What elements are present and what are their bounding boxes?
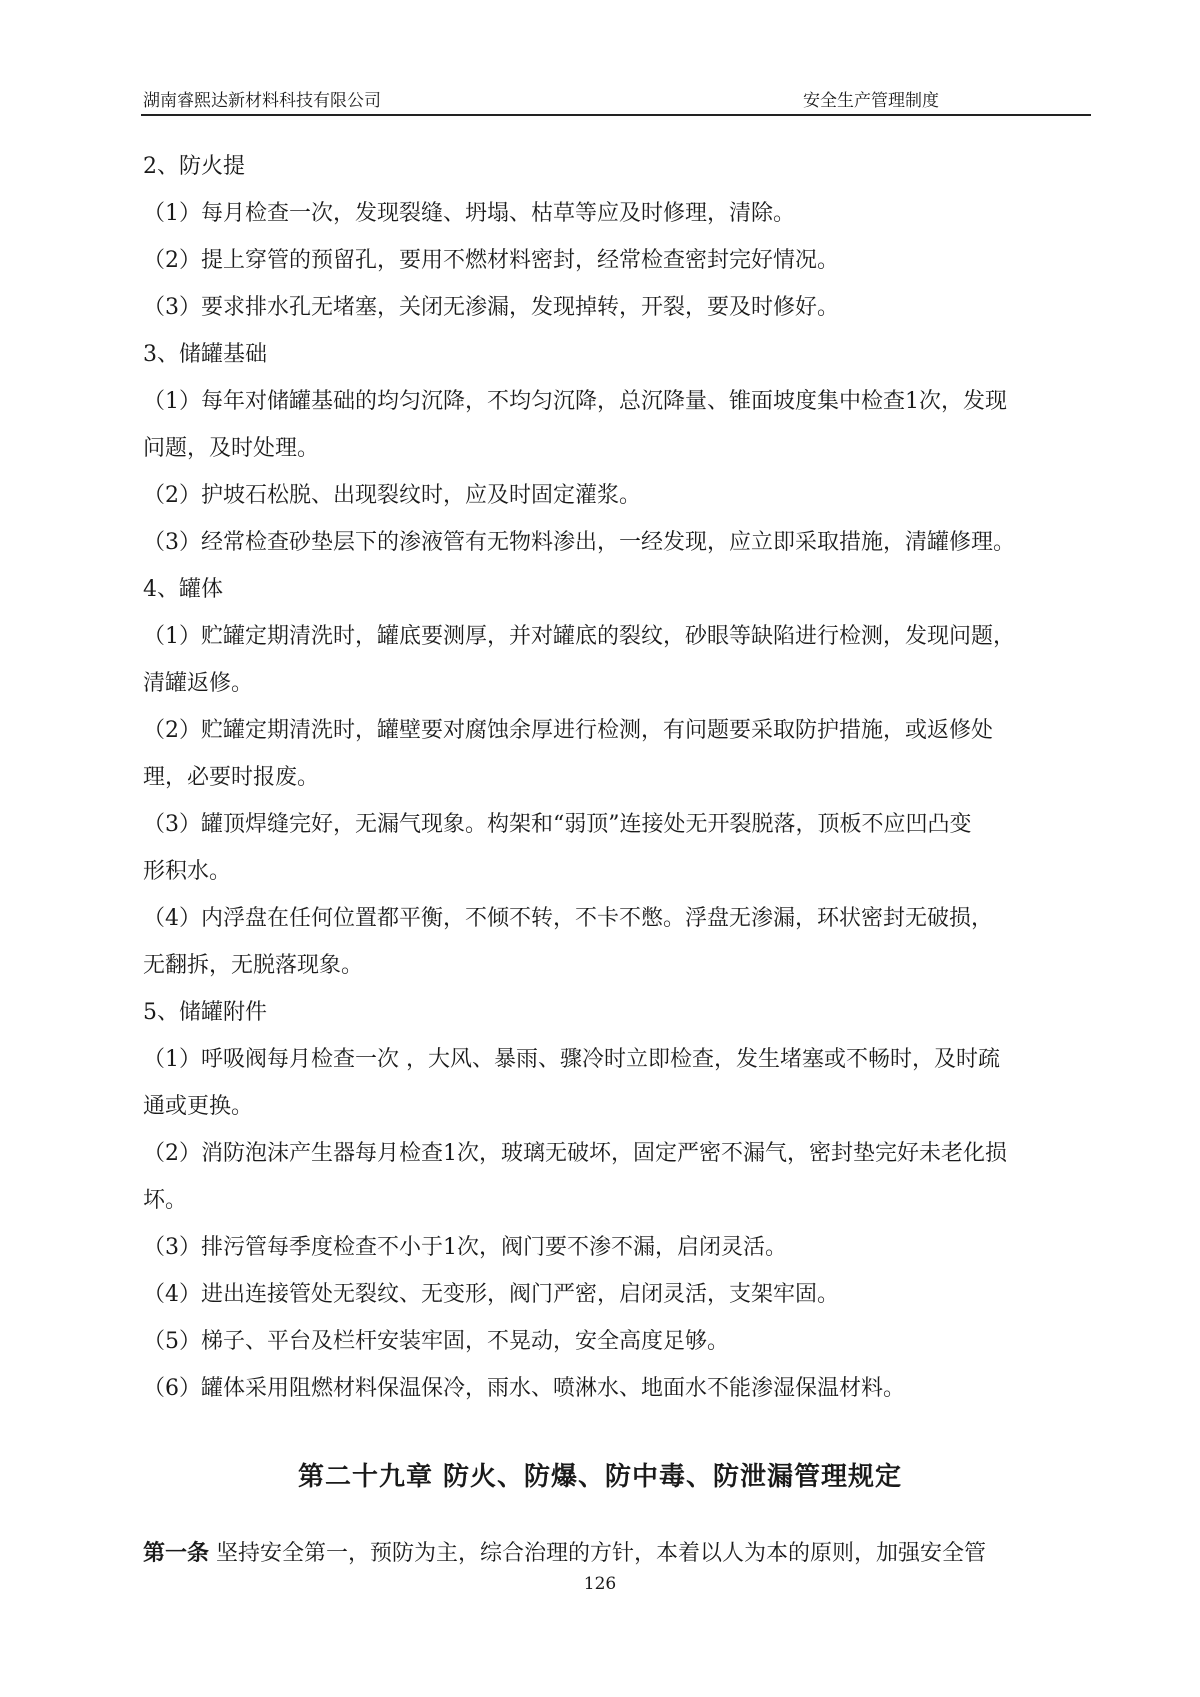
text-line: （2）消防泡沫产生器每月检查1次，玻璃无破坏，固定严密不漏气，密封垫完好未老化损 bbox=[143, 1141, 1007, 1166]
text-line: （4）进出连接管处无裂纹、无变形，阀门严密，启闭灵活，支架牢固。 bbox=[143, 1282, 839, 1307]
text-line: 清罐返修。 bbox=[143, 671, 254, 696]
article-number: 第一条 bbox=[143, 1541, 210, 1566]
text-line: （1）呼吸阀每月检查一次 ，大风、暴雨、骤冷时立即检查，发生堵塞或不畅时，及时疏 bbox=[143, 1047, 1000, 1072]
document-title: 安全生产管理制度 bbox=[803, 91, 939, 111]
text-line: 问题，及时处理。 bbox=[143, 436, 320, 461]
text-line: 4、罐体 bbox=[143, 577, 223, 602]
text-line: （1）贮罐定期清洗时，罐底要测厚，并对罐底的裂纹，砂眼等缺陷进行检测，发现问题， bbox=[143, 624, 1016, 649]
text-line: （3）经常检查砂垫层下的渗液管有无物料渗出，一经发现，应立即采取措施，清罐修理。 bbox=[143, 530, 1016, 555]
text-line: 形积水。 bbox=[143, 859, 232, 884]
text-line: （3）要求排水孔无堵塞，关闭无渗漏，发现掉转，开裂，要及时修好。 bbox=[143, 295, 839, 320]
text-line: （2）贮罐定期清洗时，罐壁要对腐蚀余厚进行检测，有问题要采取防护措施，或返修处 bbox=[143, 718, 993, 743]
text-line: 2、防火提 bbox=[143, 154, 245, 179]
text-line: （1）每月检查一次，发现裂缝、坍塌、枯草等应及时修理，清除。 bbox=[143, 201, 795, 226]
text-line: 理，必要时报废。 bbox=[143, 765, 320, 790]
article-paragraph bbox=[143, 1536, 986, 1567]
text-line: （3）罐顶焊缝完好，无漏气现象。构架和“弱顶”连接处无开裂脱落，顶板不应凹凸变 bbox=[143, 812, 972, 837]
company-name: 湖南睿熙达新材料科技有限公司 bbox=[143, 91, 381, 111]
text-line: 无翻拆，无脱落现象。 bbox=[143, 953, 364, 978]
text-line: 5、储罐附件 bbox=[143, 1000, 267, 1025]
page-number: 126 bbox=[583, 1574, 617, 1594]
body-text bbox=[143, 150, 1093, 1419]
text-line: （4）内浮盘在任何位置都平衡，不倾不转，不卡不憋。浮盘无渗漏，环状密封无破损， bbox=[143, 906, 993, 931]
text-line: （2）护坡石松脱、出现裂纹时，应及时固定灌浆。 bbox=[143, 483, 641, 508]
text-line: 坏。 bbox=[143, 1188, 188, 1213]
text-line: （6）罐体采用阻燃材料保温保冷，雨水、喷淋水、地面水不能渗湿保温材料。 bbox=[143, 1376, 905, 1401]
text-line: 3、储罐基础 bbox=[143, 342, 267, 367]
text-line: （5）梯子、平台及栏杆安装牢固，不晃动，安全高度足够。 bbox=[143, 1329, 729, 1354]
text-line: 通或更换。 bbox=[143, 1094, 254, 1119]
chapter-title: 第二十九章 防火、防爆、防中毒、防泄漏管理规定 bbox=[297, 1462, 903, 1492]
article-text: 坚持安全第一，预防为主，综合治理的方针，本着以人为本的原则，加强安全管 bbox=[209, 1541, 987, 1566]
page-header bbox=[141, 84, 1091, 116]
text-line: （3）排污管每季度检查不小于1次，阀门要不渗不漏，启闭灵活。 bbox=[143, 1235, 787, 1260]
text-line: （1）每年对储罐基础的均匀沉降，不均匀沉降，总沉降量、锥面坡度集中检查1次，发现 bbox=[143, 389, 1007, 414]
text-line: （2）提上穿管的预留孔，要用不燃材料密封，经常检查密封完好情况。 bbox=[143, 248, 839, 273]
